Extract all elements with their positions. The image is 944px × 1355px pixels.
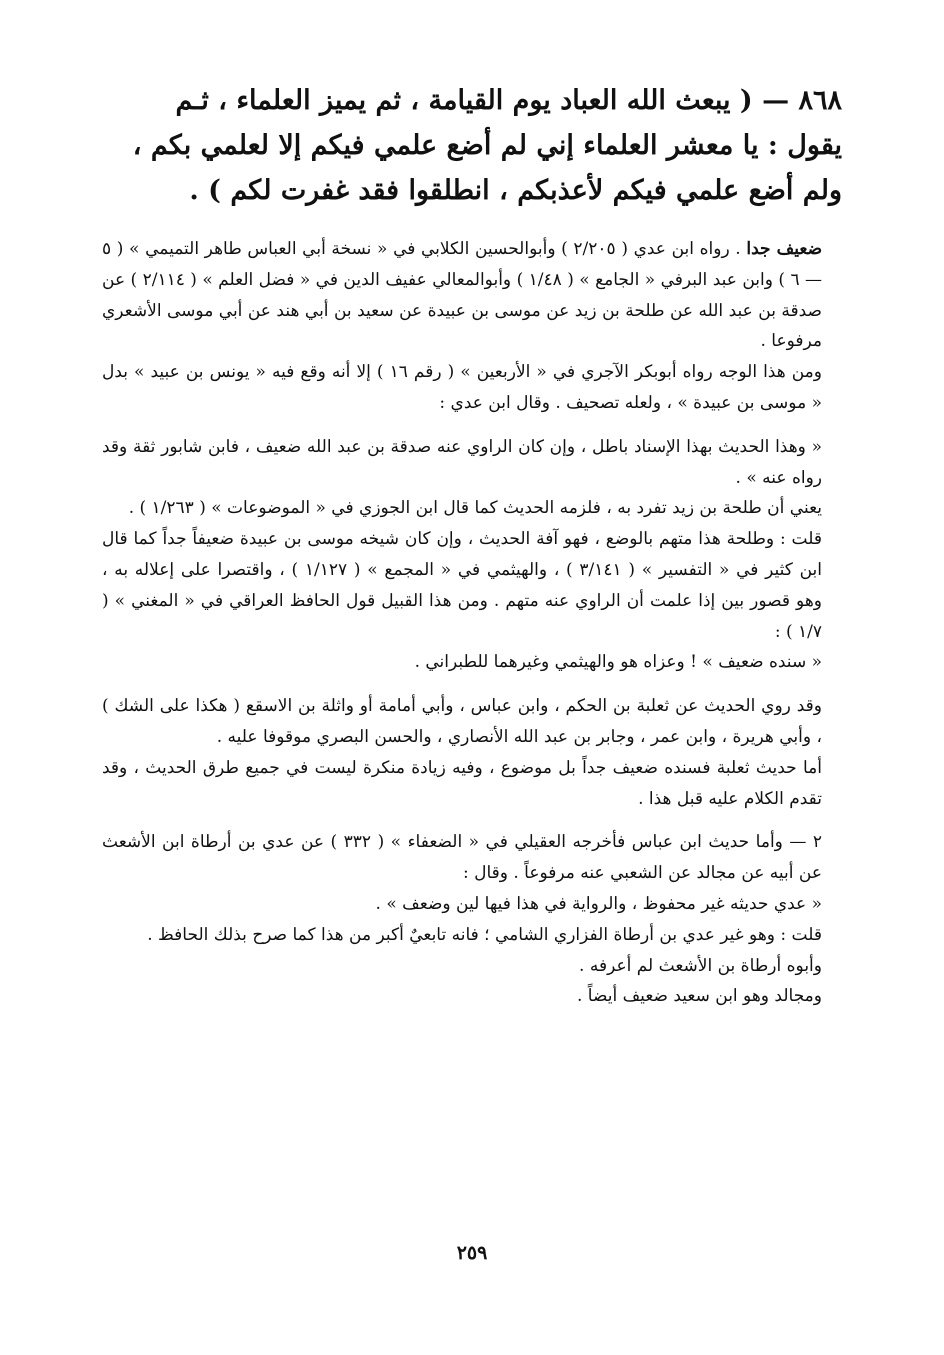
paragraph-text: . رواه ابن عدي ( ٢/٢٠٥ ) وأبوالحسين الكلابي في « نسخة أبي العباس طاهر التميمي » ( ٥ — ٦ ) وابن عبد البرفي « الجامع » ( ١/٤٨ ) وأبوالمعالي عفيف الدين في « فضل العلم » ( ٢/١١٤ ) عن صدقة بن عبد الله عن طلحة بن زيد عن موسى بن عبيدة عن سعيد بن أبي هند عن أبي موسى الأشعري مرفوعا .	[102, 239, 823, 352]
quote: « سنده ضعيف » ! وعزاه هو والهيثمي وغيرهما للطبراني .	[414, 652, 822, 673]
paragraph: ومجالد وهو ابن سعيد ضعيف أيضاً .	[577, 986, 822, 1007]
paragraph: قلت : وهو غير عدي بن أرطاة الفزاري الشامي ؛ فانه تابعيٌ أكبر من هذا كما صرح بذلك الحافظ .	[147, 924, 822, 945]
paragraph: أما حديث ثعلبة فسنده ضعيف جداً بل موضوع ، وفيه زيادة منكرة ليست في جميع طرق الحديث ، وقد تقدم الكلام عليه قبل هذا .	[102, 757, 822, 809]
paragraph: قلت : وطلحة هذا متهم بالوضع ، فهو آفة الحديث ، وإن كان شيخه موسى بن عبيدة ضعيفاً جداً كما قال ابن كثير في « التفسير » ( ٣/١٤١ ) ، والهيثمي في « المجمع » ( ١/١٢٧ ) ، واقتصرا على إعلاله به ، وهو قصور بين إذا علمت أن الراوي عنه متهم . ومن هذا القبيل قول الحافظ العراقي في « المغني » ( ١/٧ ) :	[102, 529, 823, 642]
paragraph: يعني أن طلحة بن زيد تفرد به ، فلزمه الحديث كما قال ابن الجوزي في « الموضوعات » ( ١/٢٦٣ ) .	[128, 498, 822, 519]
paragraph: ومن هذا الوجه رواه أبوبكر الآجري في « الأربعين » ( رقم ١٦ ) إلا أنه وقع فيه « يونس بن عبيد » بدل « موسى بن عبيدة » ، ولعله تصحيف . وقال ابن عدي :	[102, 362, 823, 413]
hadith-line: يقول : يا معشر العلماء إني لم أضع علمي فيكم إلا لعلمي بكم ،	[132, 130, 842, 161]
paragraph: وقد روي الحديث عن ثعلبة بن الحكم ، وابن عباس ، وأبي أمامة أو واثلة بن الاسقع ( هكذا على الشك ) ، وأبي هريرة ، وابن عمر ، وجابر بن عبد الله الأنصاري ، والحسن البصري موقوفا عليه .	[102, 696, 822, 747]
commentary	[102, 234, 842, 1012]
grade-label: ضعيف جدا	[746, 239, 823, 259]
paragraph: ٢ — وأما حديث ابن عباس فأخرجه العقيلي في « الضعفاء » ( ٣٣٢ ) عن عدي بن أرطاة ابن الأشعث عن أبيه عن مجالد عن الشعبي عنه مرفوعاً . وقال :	[102, 832, 822, 884]
paragraph	[102, 234, 842, 357]
paragraph: وأبوه أرطاة بن الأشعث لم أعرفه .	[579, 955, 822, 976]
quote: « وهذا الحديث بهذا الإسناد باطل ، وإن كان الراوي عنه صدقة بن عبد الله ضعيف ، فابن شابور ثقة وقد رواه عنه » .	[102, 436, 822, 488]
page-number: ٢٥٩	[456, 1242, 488, 1264]
hadith-line: ولم أضع علمي فيكم لأعذبكم ، انطلقوا فقد غفرت لكم ) .	[189, 175, 842, 206]
hadith-text	[102, 78, 842, 213]
quote: « عدي حديثه غير محفوظ ، والرواية في هذا فيها لين وضعف » .	[375, 893, 822, 914]
hadith-line: ٨٦٨ — ( يبعث الله العباد يوم القيامة ، ثم يميز العلماء ، ثـم	[175, 85, 842, 116]
